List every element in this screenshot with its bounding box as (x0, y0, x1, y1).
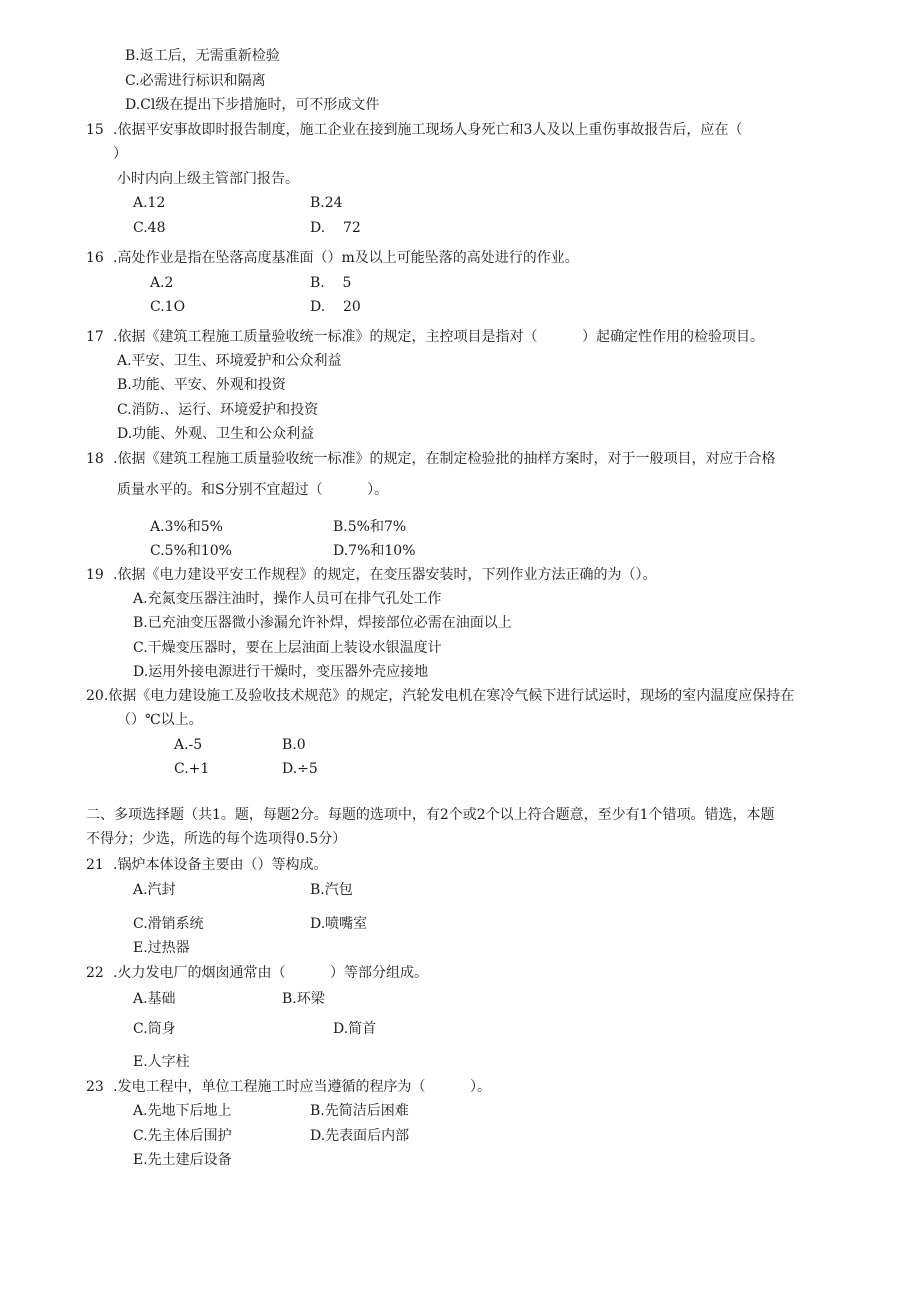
section-2-heading-cont: 不得分；少选，所选的每个选项得0.5分） (86, 831, 347, 847)
q22-option-e: E.人字柱 (133, 1054, 190, 1070)
q15-option-c: C.48 (133, 220, 166, 236)
q21-number: 21 (86, 857, 104, 873)
q20-text: 20.依据《电力建设施工及验收技术规范》的规定，汽轮发电机在寒冷气候下进行试运时，现场的室内温度应保持在 (86, 688, 795, 704)
q21-option-d: D.喷嘴室 (310, 916, 368, 932)
q15-number: 15 (86, 122, 104, 138)
q19-text: .依据《电力建设平安工作规程》的规定，在变压器安装时，下列作业方法正确的为（）。 (113, 567, 657, 583)
q15-text: .依据平安事故即时报告制度，施工企业在接到施工现场人身死亡和3人及以上重伤事故报告后，应在（ (113, 122, 743, 138)
q22-option-c: C.筒身 (133, 1021, 176, 1037)
q21-text: .锅炉本体设备主要由（）等构成。 (113, 857, 328, 873)
q19-option-a: A.充氮变压器注油时，操作人员可在排气孔处工作 (133, 591, 442, 607)
q21-option-e: E.过热器 (133, 940, 190, 956)
q14-option-d: D.Cl级在提出下步措施时，可不形成文件 (125, 97, 380, 113)
q23-option-a: A.先地下后地上 (133, 1103, 232, 1119)
q16-number: 16 (86, 250, 104, 266)
q19-number: 19 (86, 567, 104, 583)
q18-text-cont: 质量水平的。和S分别不宜超过（ ）。 (117, 482, 389, 498)
q18-option-a: A.3%和5% (150, 519, 223, 535)
q16-text: .高处作业是指在坠落高度基准面（）m及以上可能坠落的高处进行的作业。 (113, 250, 579, 266)
q23-text: .发电工程中，单位工程施工时应当遵循的程序为（ ）。 (113, 1079, 491, 1095)
q20-option-c: C.+1 (174, 761, 210, 777)
q22-option-a: A.基础 (133, 991, 176, 1007)
q17-option-c: C.消防.、运行、环境爱护和投资 (117, 402, 319, 418)
q15-option-a: A.12 (133, 195, 166, 211)
q18-text: .依据《建筑工程施工质量验收统一标准》的规定，在制定检验批的抽样方案时，对于一般项目，对应于合格 (113, 451, 776, 467)
q14-option-c: C.必需进行标识和隔离 (125, 73, 266, 89)
q16-option-a: A.2 (150, 275, 174, 291)
q17-number: 17 (86, 329, 104, 345)
q21-option-c: C.滑销系统 (133, 916, 204, 932)
q23-number: 23 (86, 1079, 104, 1095)
q22-option-d: D.简首 (333, 1021, 377, 1037)
q18-option-b: B.5%和7% (333, 519, 407, 535)
section-2-heading: 二、多项选择题（共1。题，每题2分。每题的选项中，有2个或2个以上符合题意，至少有1个错项。错选，本题 (86, 807, 775, 823)
q23-option-c: C.先主体后围护 (133, 1128, 232, 1144)
q21-option-a: A.汽封 (133, 882, 176, 898)
q20-option-a: A.-5 (174, 737, 203, 753)
q16-option-d: D. 20 (310, 299, 361, 315)
q15-paren: ） (113, 146, 127, 162)
q23-option-e: E.先土建后设备 (133, 1152, 232, 1168)
q15-option-b: B.24 (310, 195, 343, 211)
q19-option-d: D.运用外接电源进行干燥时，变压器外壳应接地 (133, 664, 429, 680)
q15-text-cont: 小时内向上级主管部门报告。 (117, 171, 299, 187)
q18-option-d: D.7%和10% (333, 543, 416, 559)
q17-option-b: B.功能、平安、外观和投资 (117, 377, 286, 393)
q22-number: 22 (86, 965, 104, 981)
q16-option-b: B. 5 (310, 275, 352, 291)
q17-option-d: D.功能、外观、卫生和公众利益 (117, 426, 315, 442)
q15-option-d: D. 72 (310, 220, 361, 236)
q18-number: 18 (86, 451, 104, 467)
q23-option-b: B.先简洁后困难 (310, 1103, 409, 1119)
q19-option-c: C.干燥变压器时，要在上层油面上装设水银温度计 (133, 640, 442, 656)
q20-option-b: B.0 (282, 737, 306, 753)
q23-option-d: D.先表面后内部 (310, 1128, 410, 1144)
q21-option-b: B.汽包 (310, 882, 353, 898)
q22-text: .火力发电厂的烟囱通常由（ ）等部分组成。 (113, 965, 428, 981)
q17-text: .依据《建筑工程施工质量验收统一标准》的规定，主控项目是指对（ ）起确定性作用的检验项目。 (113, 329, 764, 345)
q20-option-d: D.÷5 (282, 761, 318, 777)
q18-option-c: C.5%和10% (150, 543, 232, 559)
q19-option-b: B.已充油变压器微小渗漏允许补焊，焊接部位必需在油面以上 (133, 615, 512, 631)
q22-option-b: B.环梁 (282, 991, 325, 1007)
q14-option-b: B.返工后，无需重新检验 (125, 48, 280, 64)
q20-text-cont: （）℃以上。 (117, 712, 203, 728)
q16-option-c: C.1O (150, 299, 186, 315)
q17-option-a: A.平安、卫生、环境爱护和公众利益 (117, 353, 342, 369)
